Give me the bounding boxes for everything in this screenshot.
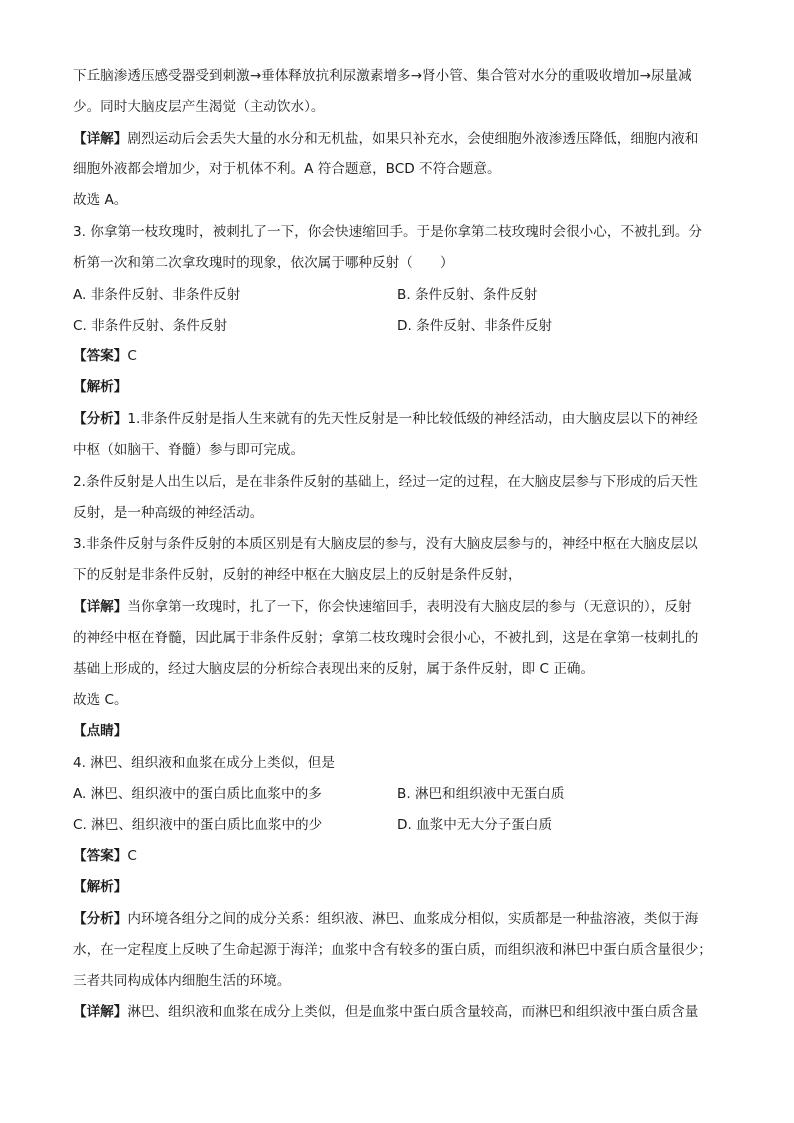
question-4-stem: 4. 淋巴、组织液和血浆在成分上类似，但是 (73, 755, 335, 771)
text-span: 1.非条件反射是指人生来就有的先天性反射是一种比较低级的神经活动，由大脑皮层以下的神经 (127, 411, 698, 427)
text-line: 3.非条件反射与条件反射的本质区别是有大脑皮层的参与，没有大脑皮层参与的，神经中枢在大脑皮层以 (73, 536, 698, 552)
text-line: 细胞外液都会增加少，对于机体不利。A 符合题意，BCD 不符合题意。 (73, 161, 501, 177)
analysis-tag: 【分析】 (73, 411, 128, 427)
question-4-option-c: C. 淋巴、组织液中的蛋白质比血浆中的少 (73, 817, 323, 833)
detail-tag: 【详解】 (73, 599, 128, 615)
answer-tag: 【答案】 (73, 348, 128, 364)
text-line: 下的反射是非条件反射，反射的神经中枢在大脑皮层上的反射是条件反射， (73, 567, 522, 583)
text-span: 当你拿第一玫瑰时，扎了一下，你会快速缩回手，表明没有大脑皮层的参与（无意识的），反射 (127, 599, 692, 615)
text-line: 三者共同构成体内细胞生活的环境。 (73, 973, 291, 989)
detail-paragraph (73, 129, 733, 149)
text-line: 中枢（如脑干、脊髓）参与即可完成。 (73, 442, 305, 458)
question-3-option-a: A. 非条件反射、非条件反射 (73, 287, 241, 303)
text-line: 2.条件反射是人出生以后，是在非条件反射的基础上，经过一定的过程，在大脑皮层参与下形成的后天性 (73, 474, 698, 490)
answer-value: C (127, 848, 137, 864)
text-line: 基础上形成的，经过大脑皮层的分析综合表现出来的反射，属于条件反射，即 C 正确。 (73, 661, 595, 677)
analysis-heading: 【解析】 (73, 879, 128, 895)
detail-tag: 【详解】 (73, 131, 128, 147)
answer-tag: 【答案】 (73, 848, 128, 864)
text-line: 故选 A。 (73, 192, 128, 208)
question-3-stem: 3. 你拿第一枝玫瑰时，被刺扎了一下，你会快速缩回手。于是你拿第二枝玫瑰时会很小心，不被扎到。分 (73, 224, 703, 240)
text-line: 少。同时大脑皮层产生渴觉（主动饮水）。 (73, 99, 325, 115)
text-line: 水，在一定程度上反映了生命起源于海洋；血浆中含有较多的蛋白质，而组织液和淋巴中蛋白质含量很少； (73, 942, 712, 958)
analysis-paragraph (73, 909, 733, 929)
detail-paragraph (73, 597, 733, 617)
question-3-option-d: D. 条件反射、非条件反射 (397, 318, 553, 334)
text-line: 故选 C。 (73, 692, 128, 708)
question-3-answer (73, 346, 733, 366)
detail-paragraph (73, 1002, 733, 1022)
tip-heading: 【点睛】 (73, 723, 128, 739)
text-span: 内环境各组分之间的成分关系：组织液、淋巴、血浆成分相似，实质都是一种盐溶液，类似于海 (127, 911, 699, 927)
question-4-answer (73, 846, 733, 866)
question-3-option-b: B. 条件反射、条件反射 (397, 287, 538, 303)
question-4-option-b: B. 淋巴和组织液中无蛋白质 (397, 786, 565, 802)
question-4-option-d: D. 血浆中无大分子蛋白质 (397, 817, 553, 833)
analysis-heading: 【解析】 (73, 379, 128, 395)
text-span: 淋巴、组织液和血浆在成分上类似，但是血浆中蛋白质含量较高，而淋巴和组织液中蛋白质含量 (127, 1004, 699, 1020)
text-line: 反射，是一种高级的神经活动。 (73, 505, 264, 521)
answer-value: C (127, 348, 137, 364)
detail-tag: 【详解】 (73, 1004, 128, 1020)
analysis-tag: 【分析】 (73, 911, 128, 927)
question-3-option-c: C. 非条件反射、条件反射 (73, 318, 228, 334)
text-line: 的神经中枢在脊髓，因此属于非条件反射；拿第二枝玫瑰时会很小心，不被扎到，这是在拿第一枝刺扎的 (73, 630, 699, 646)
analysis-paragraph (73, 409, 733, 429)
text-line: 下丘脑渗透压感受器受到刺激→垂体释放抗利尿激素增多→肾小管、集合管对水分的重吸收增加→尿量减 (73, 68, 692, 84)
question-3-stem: 析第一次和第二次拿玫瑰时的现象，依次属于哪种反射（ ） (73, 255, 454, 271)
text-span: 剧烈运动后会丢失大量的水分和无机盐，如果只补充水，会使细胞外液渗透压降低，细胞内液和 (127, 131, 699, 147)
question-4-option-a: A. 淋巴、组织液中的蛋白质比血浆中的多 (73, 786, 322, 802)
